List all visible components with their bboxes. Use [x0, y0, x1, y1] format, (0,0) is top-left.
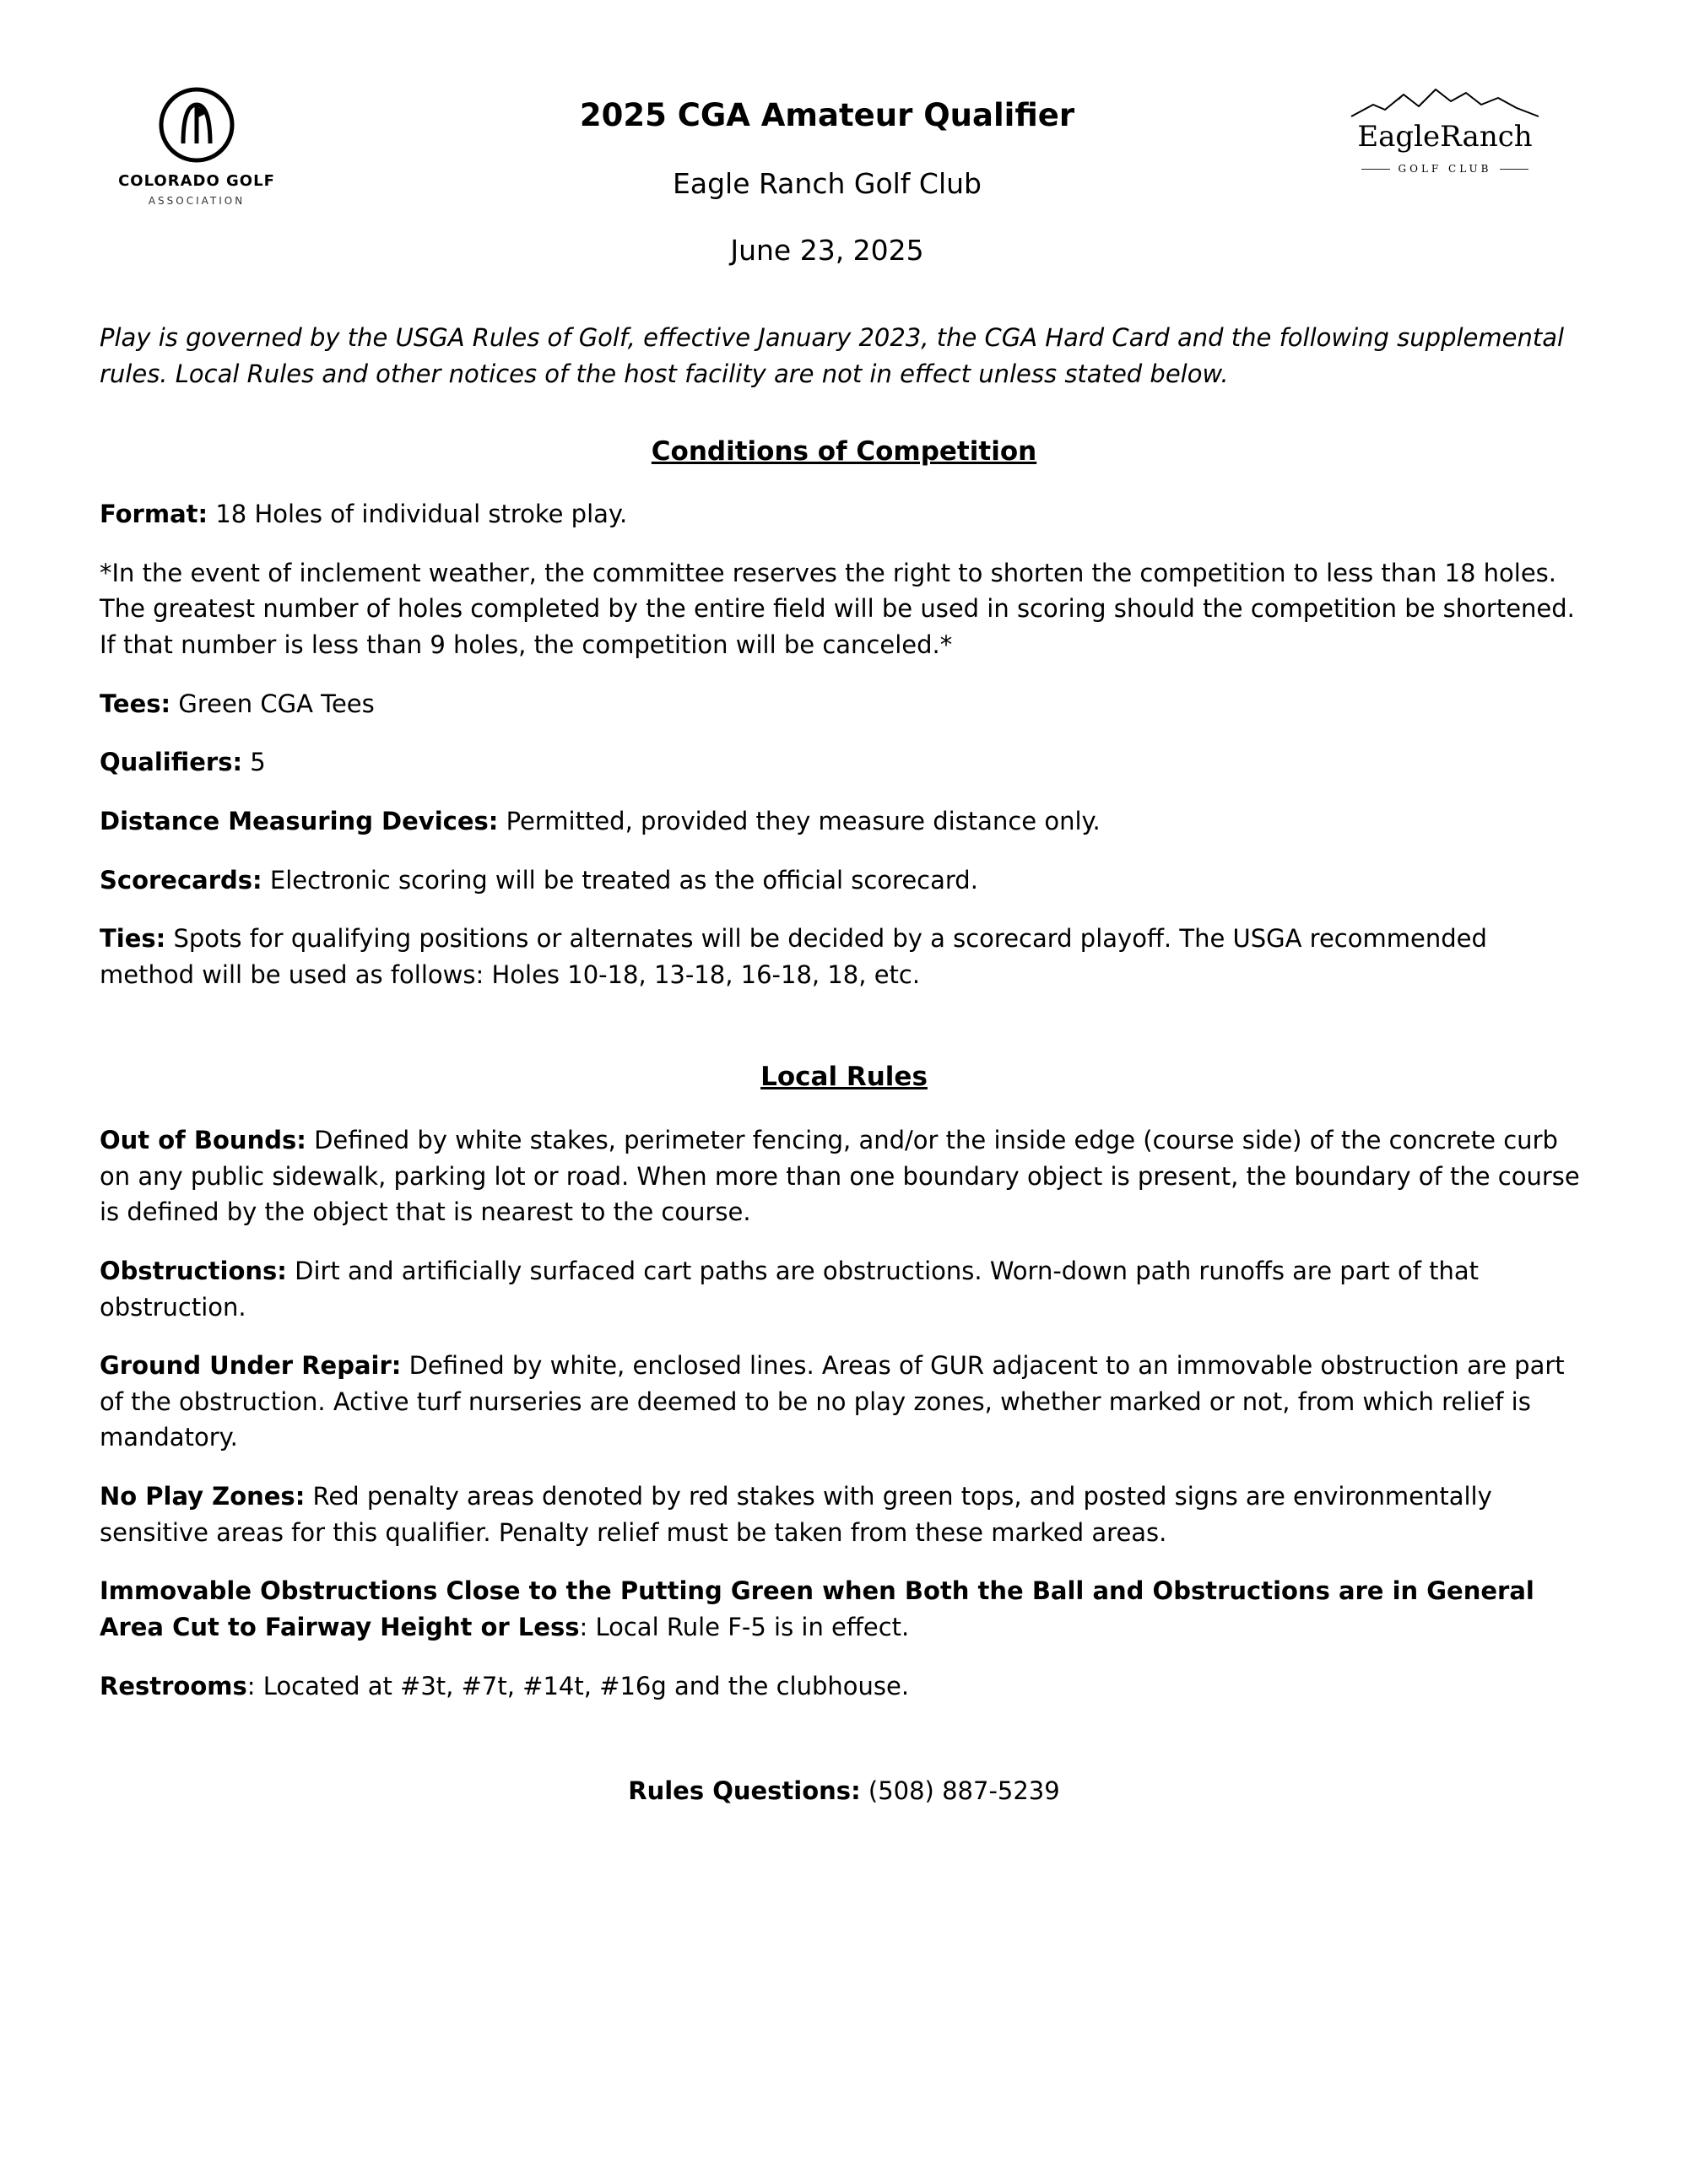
rule-distance-devices: Distance Measuring Devices: Permitted, provided they measure distance only.	[100, 806, 1101, 835]
rule-ties: Ties: Spots for qualifying positions or alternates will be decided by a scorecard playoff. The USGA recommended method will be used as follows: Holes 10-18, 13-18, 16-18, 18, etc.	[100, 924, 1487, 989]
rule-restrooms: Restrooms: Located at #3t, #7t, #14t, #16g and the clubhouse.	[100, 1671, 910, 1700]
eagle-ranch-subtext: GOLF CLUB	[1361, 162, 1529, 177]
rule-ground-under-repair: Ground Under Repair: Defined by white, enclosed lines. Areas of GUR adjacent to an immovable obstruction are part of the obstruction. Active turf nurseries are deemed to be no play zones, whether marked or not, from which relief is mandatory.	[100, 1351, 1565, 1452]
eagle-ranch-wordmark: EagleRanch	[1357, 120, 1533, 154]
rules-questions-contact: Rules Questions: (508) 887-5239	[628, 1776, 1060, 1806]
rule-format: Format: 18 Holes of individual stroke play.	[100, 500, 628, 529]
governing-rules-note: Play is governed by the USGA Rules of Golf, effective January 2023, the CGA Hard Card and the following supplemental rules. Local Rules and other notices of the host facility are not in effect unless stated below.	[100, 323, 1565, 388]
venue-name: Eagle Ranch Golf Club	[673, 167, 982, 201]
rule-line-right	[1500, 169, 1528, 170]
header-title-block	[319, 78, 1335, 271]
rule-no-play-zones: No Play Zones: Red penalty areas denoted by red stakes with green tops, and posted signs are environmentally sensitive areas for this qualifier. Penalty relief must be taken from these marked areas.	[100, 1482, 1492, 1547]
section-heading-conditions: Conditions of Competition	[651, 435, 1037, 467]
page-title: 2025 CGA Amateur Qualifier	[579, 97, 1075, 133]
rule-immovable-obstructions: Immovable Obstructions Close to the Putting Green when Both the Ball and Obstructions are in General Area Cut to Fairway Height or Less: Local Rule F-5 is in effect.	[100, 1576, 1534, 1641]
section-heading-local-rules: Local Rules	[760, 1062, 928, 1093]
document-header	[100, 78, 1588, 271]
eagle-ranch-logo	[1335, 78, 1555, 177]
rule-out-of-bounds: Out of Bounds: Defined by white stakes, perimeter fencing, and/or the inside edge (course side) of the concrete curb on any public sidewalk, parking lot or road. When more than one boundary object is present, the boundary of the course is defined by the object that is nearest to the course.	[100, 1126, 1580, 1227]
cga-emblem-icon	[156, 84, 237, 165]
rule-obstructions: Obstructions: Dirt and artificially surfaced cart paths are obstructions. Worn-down path runoffs are part of that obstruction.	[100, 1256, 1480, 1322]
rule-scorecards: Scorecards: Electronic scoring will be treated as the official scorecard.	[100, 865, 978, 895]
rule-tees: Tees: Green CGA Tees	[100, 689, 375, 718]
event-date: June 23, 2025	[730, 233, 924, 267]
colorado-golf-association-logo	[100, 78, 294, 209]
weather-note: *In the event of inclement weather, the committee reserves the right to shorten the competition to less than 18 holes. The greatest number of holes completed by the entire field will be used in scoring should the competition be shortened. If that number is less than 9 holes, the competition will be canceled.*	[100, 558, 1575, 660]
rule-qualifiers: Qualifiers: 5	[100, 748, 266, 777]
cga-logo-text: COLORADO GOLF	[118, 172, 275, 190]
cga-logo-subtext: ASSOCIATION	[148, 195, 246, 208]
rule-line-left	[1361, 169, 1390, 170]
